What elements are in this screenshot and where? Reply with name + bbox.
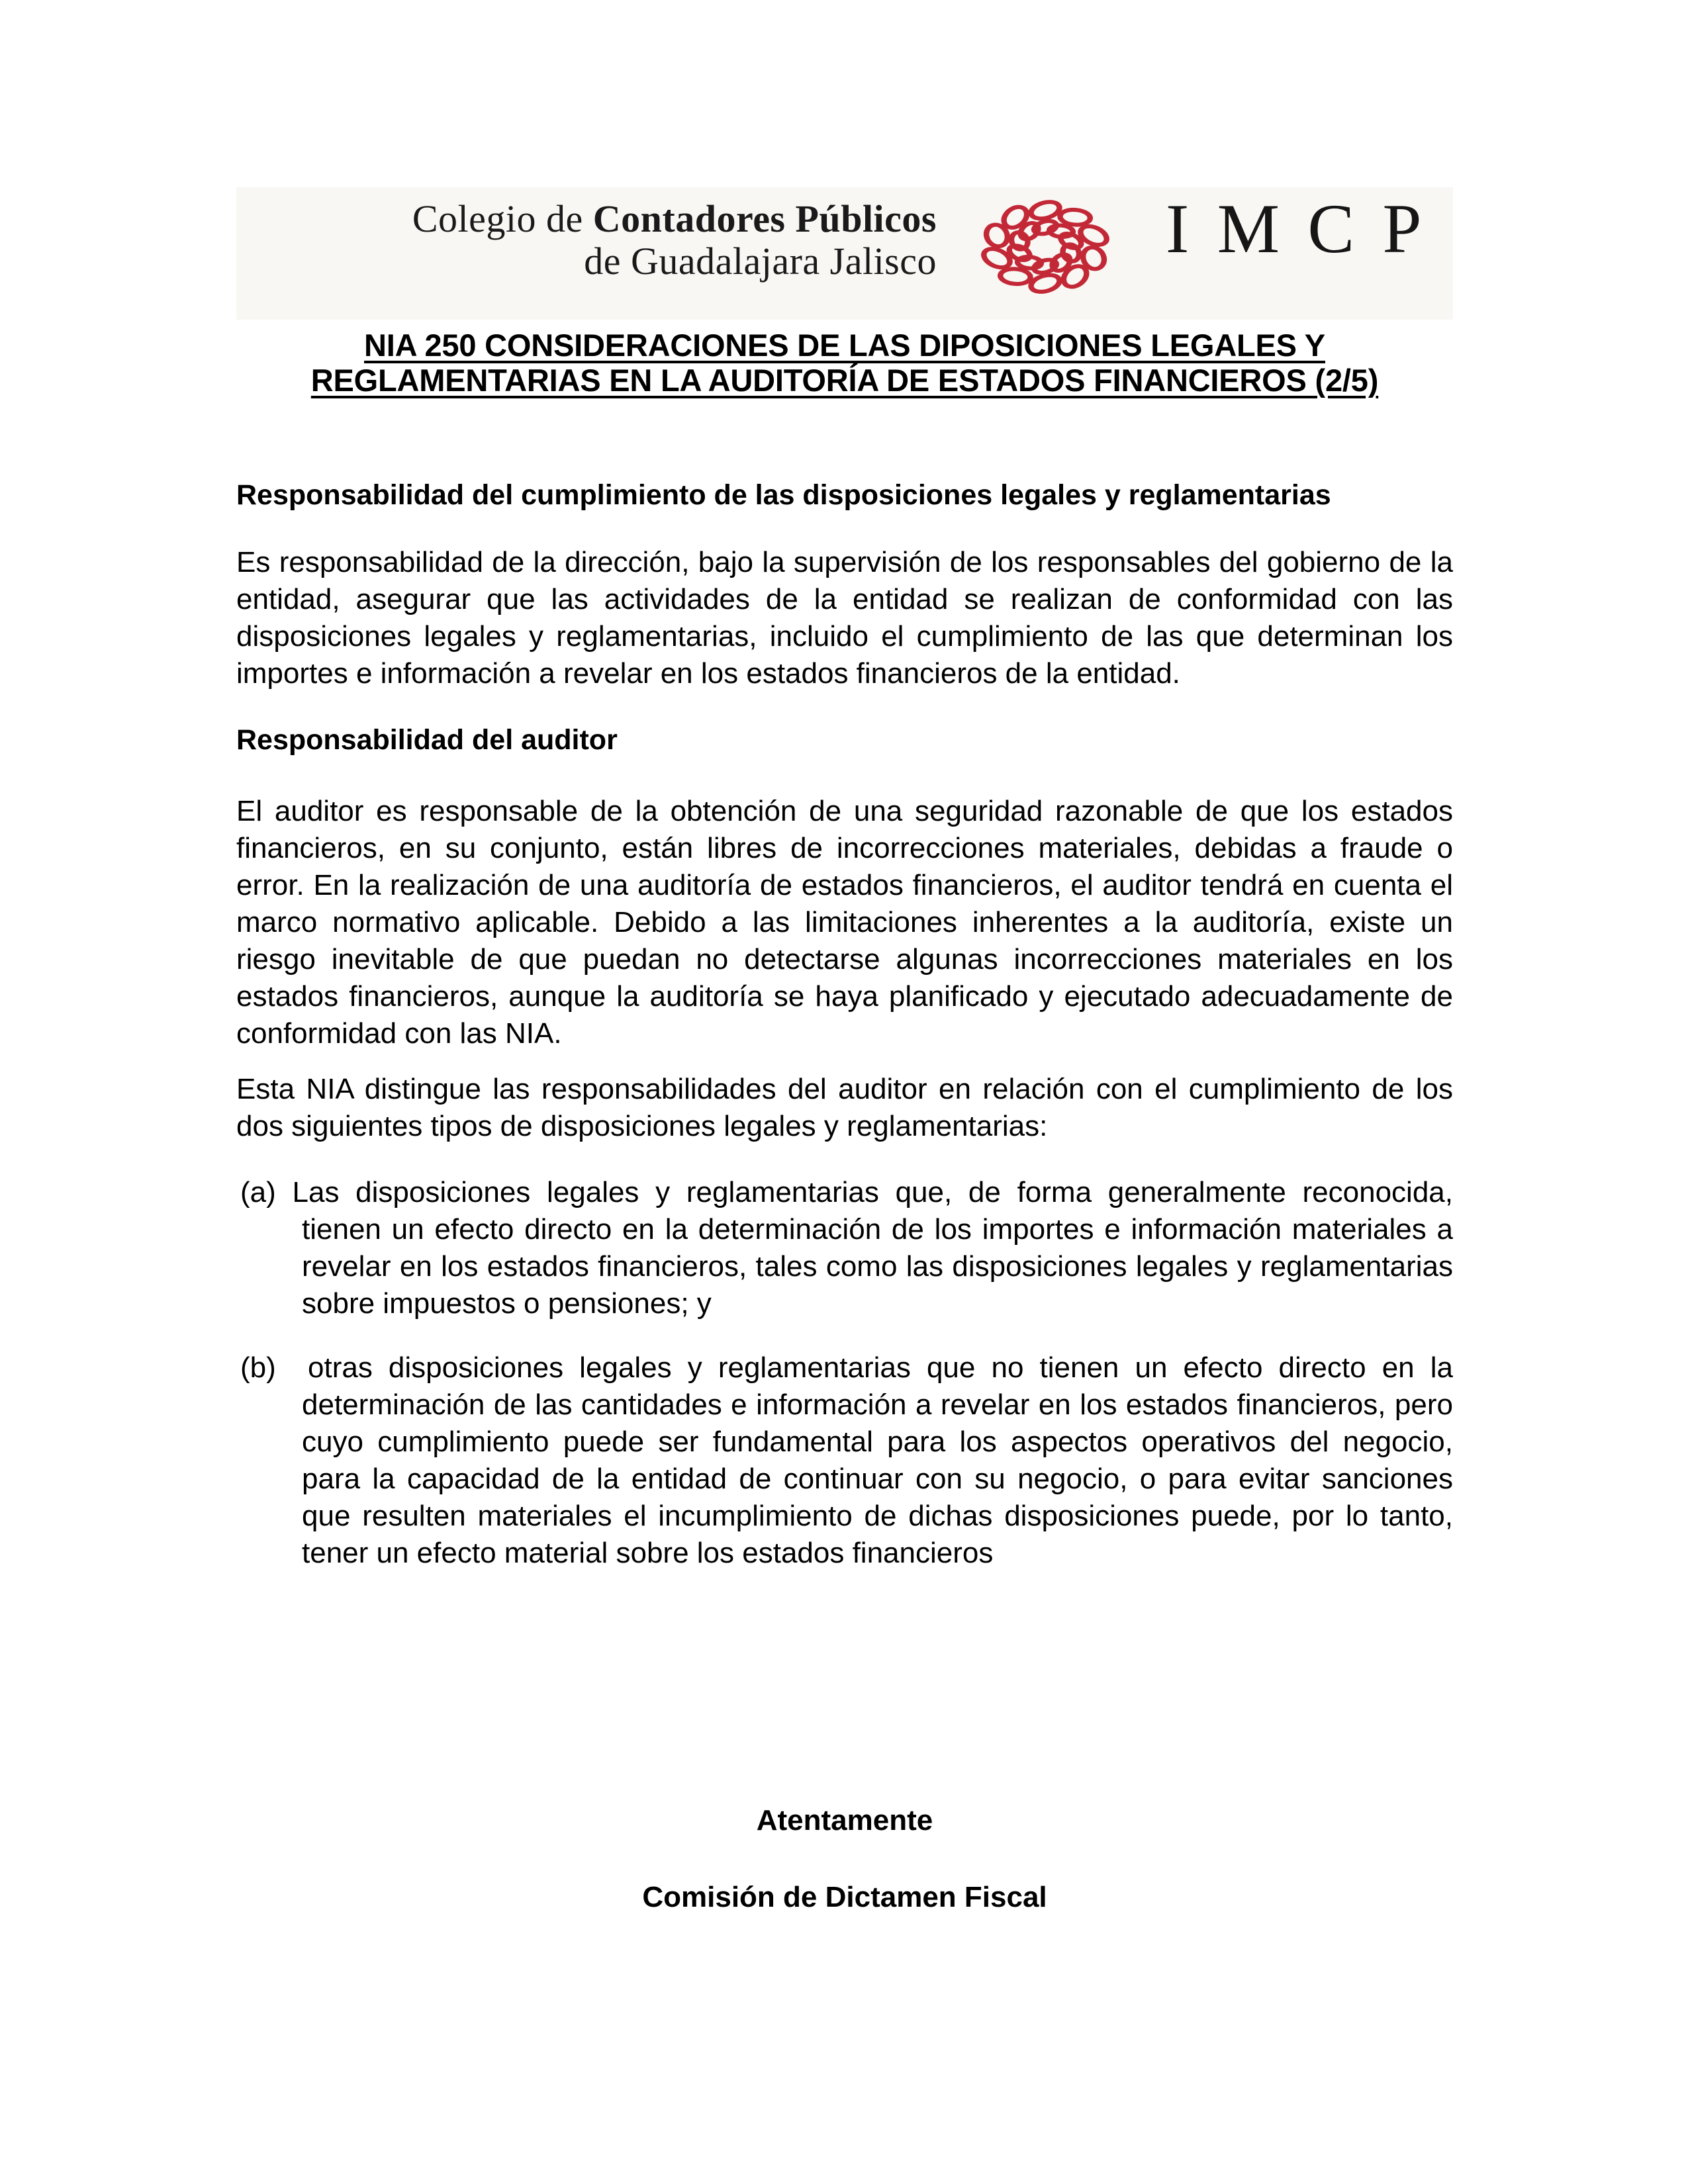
document-content	[236, 187, 1453, 1916]
college-logo-text	[236, 198, 937, 283]
section-heading-responsabilidad-auditor: Responsabilidad del auditor	[236, 724, 618, 756]
imcp-emblem-icon	[970, 193, 1121, 301]
college-logo-line1	[236, 198, 937, 240]
college-logo-line1-regular: Colegio de	[412, 197, 583, 240]
paragraph: Es responsabilidad de la dirección, bajo la supervisión de los responsables del gobierno de la entidad, asegurar que las actividades de la entidad se realizan de conformidad con las disposiciones legales y reglamentarias, incluido el cumplimiento de las que determinan los importes e información a revelar en los estados financieros de la entidad.	[236, 546, 1453, 690]
list-item	[240, 1174, 1453, 1322]
college-logo-line1-bold: Contadores Públicos	[592, 197, 937, 240]
imcp-wordmark: IMCP	[1166, 190, 1450, 267]
document-title-line2: REGLAMENTARIAS EN LA AUDITORÍA DE ESTADOS FINANCIEROS (2/5)	[310, 363, 1379, 398]
letterhead	[236, 187, 1453, 320]
document-title-line1: NIA 250 CONSIDERACIONES DE LAS DIPOSICIONES LEGALES Y	[364, 328, 1325, 363]
paragraph: Esta NIA distingue las responsabilidades del auditor en relación con el cumplimiento de los dos siguientes tipos de disposiciones legales y reglamentarias:	[236, 1073, 1453, 1142]
list-item	[240, 1349, 1453, 1572]
paragraph: El auditor es responsable de la obtención de una seguridad razonable de que los estados financieros, en su conjunto, están libres de incorrecciones materiales, debidas a fraude o error. En la realización de una auditoría de estados financieros, el auditor tendrá en cuenta el marco normativo aplicable. Debido a las limitaciones inherentes a la auditoría, existe un riesgo inevitable de que puedan no detectarse algunas incorrecciones materiales en los estados financieros, aunque la auditoría se haya planificado y ejecutado adecuadamente de conformidad con las NIA.	[236, 795, 1453, 1050]
closing-committee: Comisión de Dictamen Fiscal	[642, 1881, 1047, 1913]
section-heading-responsabilidad-cumplimiento: Responsabilidad del cumplimiento de las disposiciones legales y reglamentarias	[236, 479, 1331, 511]
list-item-label: (b)	[240, 1351, 276, 1384]
closing-salutation: Atentamente	[756, 1804, 933, 1837]
document-title	[236, 328, 1453, 398]
list-item-label: (a)	[240, 1176, 276, 1208]
disposiciones-list	[236, 1174, 1453, 1572]
list-item-text: otras disposiciones legales y reglamentarias que no tienen un efecto directo en la determinación de las cantidades e información a revelar en los estados financieros, pero cuyo cumplimiento puede ser fundamental para los aspectos operativos del negocio, para la capacidad de la entidad de continuar con su negocio, o para evitar sanciones que resulten materiales el incumplimiento de dichas disposiciones puede, por lo tanto, tener un efecto material sobre los estados financieros	[291, 1351, 1453, 1569]
list-item-text: Las disposiciones legales y reglamentarias que, de forma generalmente reconocida, tienen un efecto directo en la determinación de los importes e información materiales a revelar en los estados financieros, tales como las disposiciones legales y reglamentarias sobre impuestos o pensiones; y	[292, 1176, 1454, 1320]
college-logo-line2: de Guadalajara Jalisco	[584, 240, 937, 283]
